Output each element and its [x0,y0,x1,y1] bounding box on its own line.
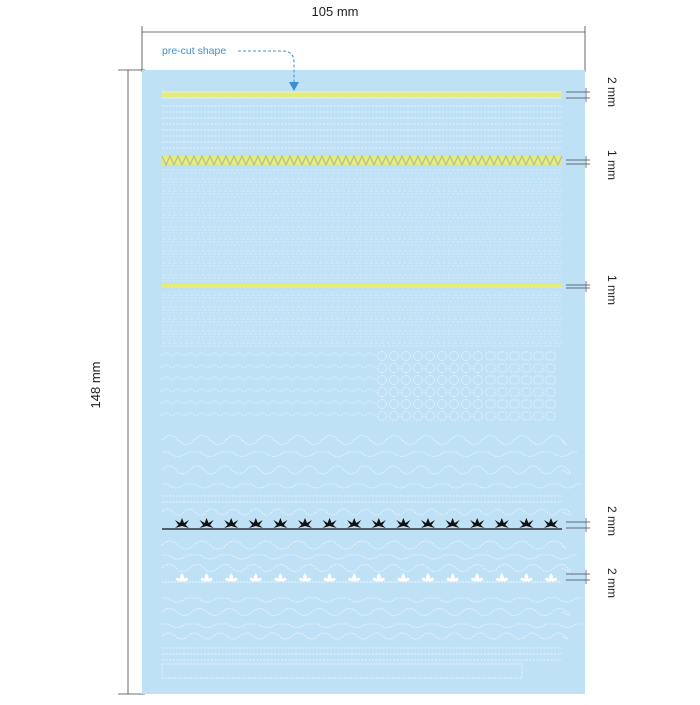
width-label: 105 mm [311,4,359,19]
gap-label: 2 mm [604,77,619,107]
yellow-strip-thin [162,284,562,288]
gap-label: 2 mm [604,568,619,598]
yellow-strip-top [162,92,562,98]
height-label: 148 mm [88,361,103,409]
precut-label: pre-cut shape [162,45,227,57]
height-dimension [88,70,145,694]
yellow-strip-zigzag [162,156,562,165]
gap-label: 2 mm [604,506,619,536]
width-dimension [142,4,585,72]
gap-label: 1 mm [604,275,619,305]
gap-label: 1 mm [604,150,619,180]
